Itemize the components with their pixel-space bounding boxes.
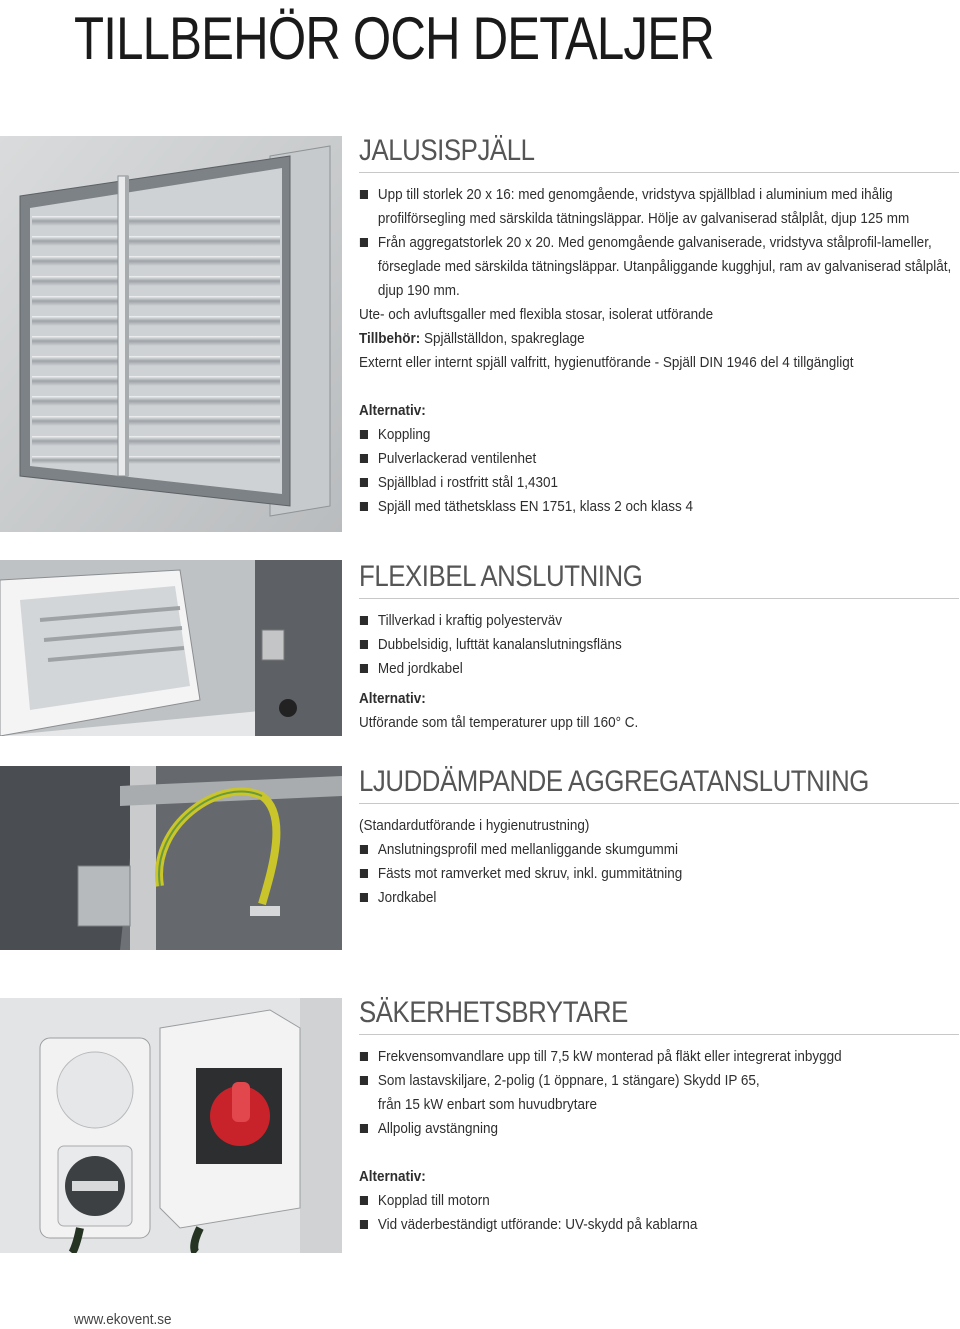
tillbehor-label: Tillbehör: <box>359 330 421 347</box>
alternativ-label: Alternativ: <box>359 402 426 419</box>
list-item: Anslutningsprofil med mellanliggande skumgummi <box>359 838 958 862</box>
body-line: (Standardutförande i hygienutrustning) <box>359 817 590 834</box>
footer-url[interactable]: www.ekovent.se <box>74 1311 172 1328</box>
section-title: LJUDDÄMPANDE AGGREGATANSLUTNING <box>359 765 869 798</box>
page-title: TILLBEHÖR OCH DETALJER <box>74 5 714 72</box>
list-item: Koppling <box>359 423 958 447</box>
section-jalusispjall <box>359 134 959 519</box>
body-line: Ute- och avluftsgaller med flexibla stosar, isolerat utförande <box>359 306 714 323</box>
section-title: FLEXIBEL ANSLUTNING <box>359 560 643 593</box>
divider <box>359 1034 959 1035</box>
list-item: Upp till storlek 20 x 16: med genomgående, vridstyva spjällblad i aluminium med ihålig profilförsegling med särskilda tätningsläppar. Hölje av galvaniserad stålplåt, djup 125 mm <box>359 183 958 231</box>
section-title: JALUSISPJÄLL <box>359 134 535 167</box>
list-item: Jordkabel <box>359 886 958 910</box>
section-title: SÄKERHETSBRYTARE <box>359 996 628 1029</box>
list-item: Kopplad till motorn <box>359 1189 958 1213</box>
divider <box>359 598 959 599</box>
list-item: Spjäll med täthetsklass EN 1751, klass 2 och klass 4 <box>359 495 958 519</box>
list-item: Med jordkabel <box>359 657 958 681</box>
divider <box>359 172 959 173</box>
list-item: Frekvensomvandlare upp till 7,5 kW monterad på fläkt eller integrerat inbyggd <box>359 1045 958 1069</box>
list-item: Pulverlackerad ventilenhet <box>359 447 958 471</box>
alternativ-label: Alternativ: <box>359 1168 426 1185</box>
section-ljuddampande <box>359 765 959 910</box>
list-item: Spjällblad i rostfritt stål 1,4301 <box>359 471 958 495</box>
flexible-connection-photo <box>0 560 342 736</box>
grounding-cable-photo <box>0 766 342 950</box>
list-item: Tillverkad i kraftig polyesterväv <box>359 609 958 633</box>
safety-switch-photo <box>0 998 342 1253</box>
list-item: Från aggregatstorlek 20 x 20. Med genomgående galvaniserade, vridstyva stålprofil-lameller, förseglade med särskilda tätningsläppar. Utanpåliggande kugghjul, ram av galvaniserad stålplåt, djup 190 mm. <box>359 231 958 303</box>
body-line: Utförande som tål temperaturer upp till 160° C. <box>359 714 639 731</box>
damper-photo <box>0 136 342 532</box>
alternativ-label: Alternativ: <box>359 690 426 707</box>
list-item: Fästs mot ramverket med skruv, inkl. gummitätning <box>359 862 958 886</box>
tillbehor-line <box>359 327 958 351</box>
body-line: Externt eller internt spjäll valfritt, hygienutförande - Spjäll DIN 1946 del 4 tillgängligt <box>359 354 854 371</box>
tillbehor-text: Spjällställdon, spakreglage <box>420 330 585 347</box>
list-item: Som lastavskiljare, 2-polig (1 öppnare, 1 stängare) Skydd IP 65, från 15 kW enbart som huvudbrytare <box>359 1069 765 1117</box>
divider <box>359 803 959 804</box>
list-item: Allpolig avstängning <box>359 1117 958 1141</box>
section-sakerhetsbrytare <box>359 996 959 1237</box>
section-flexibel-anslutning <box>359 560 959 735</box>
list-item: Dubbelsidig, lufttät kanalanslutningsfläns <box>359 633 958 657</box>
list-item: Vid väderbeständigt utförande: UV-skydd på kablarna <box>359 1213 958 1237</box>
